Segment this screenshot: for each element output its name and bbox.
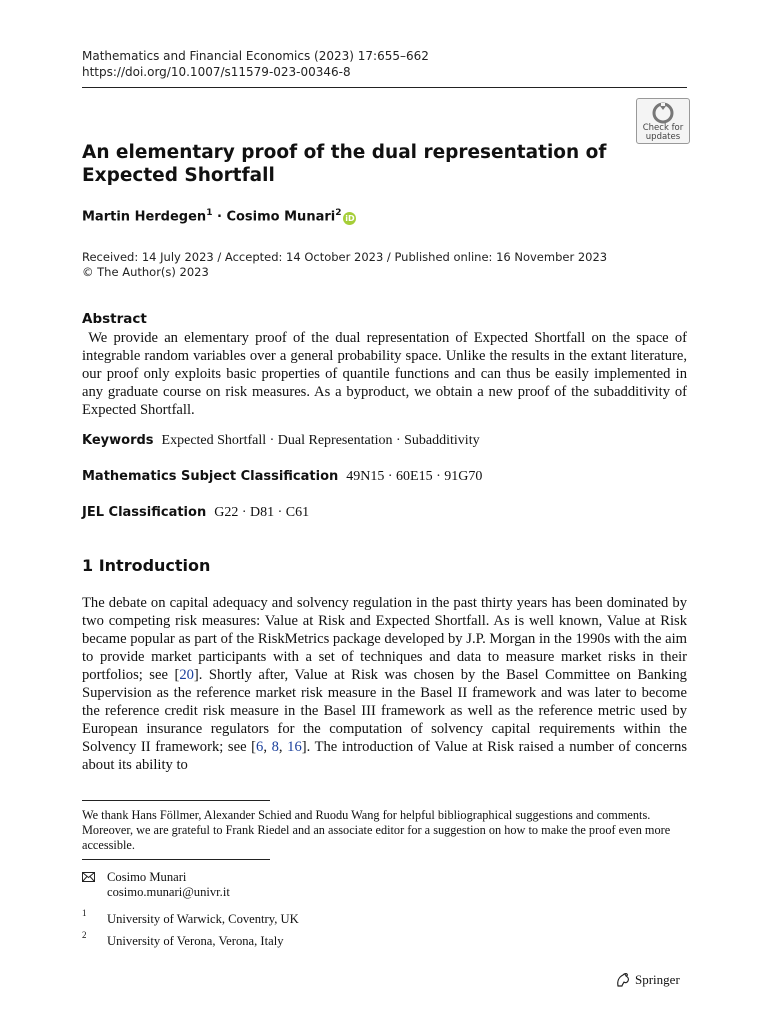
publisher-logo [615,972,680,988]
citation-link[interactable]: 20 [179,667,194,683]
copyright-notice: © The Author(s) 2023 [82,265,209,279]
author-affiliation-mark: 1 [206,208,213,218]
header-rule [82,87,687,88]
check-for-updates-badge[interactable] [636,98,690,144]
keywords-label: Keywords [82,433,154,448]
footnote-rule [82,859,270,860]
journal-citation: Mathematics and Financial Economics (2023) 17:655–662 [82,49,429,63]
contact-name: Cosimo Munari [107,870,187,884]
author-list [82,208,356,225]
orcid-icon[interactable]: iD [345,214,355,224]
abstract-body [82,329,687,419]
author-name[interactable]: Martin Herdegen [82,209,207,225]
affiliation-number: 1 [82,908,87,918]
msc-row [82,469,482,485]
abstract-heading: Abstract [82,311,147,327]
envelope-icon [82,872,95,882]
author-affiliation-mark: 2 [335,208,342,218]
abstract-text: We provide an elementary proof of the dual representation of Expected Shortfall on the space of integrable random variables over a general probability space. Unlike the results in the extant literature, our proof only exploits basic properties of quantile functions and can thus be easily implemented in any graduate course on risk measures. As a byproduct, we obtain a new proof of the subadditivity of Expected Shortfall. [82,330,687,418]
footnote-rule [82,800,270,801]
publisher-name: Springer [635,972,680,987]
msc-value: 49N15 · 60E15 · 91G70 [346,469,483,484]
jel-label: JEL Classification [82,505,207,520]
doi-link[interactable]: https://doi.org/10.1007/s11579-023-00346-8 [82,65,351,79]
affiliation-number: 2 [82,930,87,940]
jel-row [82,505,309,521]
check-for-updates-icon [652,102,674,124]
msc-label: Mathematics Subject Classification [82,469,339,484]
affiliation-text: University of Warwick, Coventry, UK [107,912,299,926]
keywords-value: Expected Shortfall · Dual Representation · Subadditivity [161,433,480,448]
citation-link[interactable]: 6 [256,739,264,755]
publication-dates [82,250,607,280]
springer-horse-icon [615,972,631,988]
keywords-row [82,433,480,449]
author-separator: · [212,209,227,225]
badge-line-1: Check for [642,123,684,133]
intro-text: ]. The introduction of Value at Risk raised a number of concerns about its ability to [82,739,688,773]
intro-text: ]. Shortly after, Value at Risk was chosen by the Basel Committee on Banking Supervision as the reference market risk measure in the Basel II framework and was later to become the reference credit risk measure in the Basel III framework as well as the reference metric used by European insurance regulators for the computation of solvency capital requirements within the Solvency II framework; see [ [82,667,687,755]
author-name[interactable]: Cosimo Munari [226,209,336,225]
badge-line-2: updates [645,132,681,142]
history-dates: Received: 14 July 2023 / Accepted: 14 October 2023 / Published online: 16 November 2023 [82,250,608,264]
citation-link[interactable]: 8 [271,739,279,755]
affiliation-text: University of Verona, Verona, Italy [107,934,284,948]
journal-header [82,48,429,80]
citation-link[interactable]: 16 [287,739,302,755]
intro-paragraph [82,594,687,774]
section-heading: 1 Introduction [82,556,211,575]
contact-email[interactable]: cosimo.munari@univr.it [107,885,230,899]
jel-value: G22 · D81 · C61 [214,505,310,520]
acknowledgement-footnote: We thank Hans Föllmer, Alexander Schied and Ruodu Wang for helpful bibliographical suggestions and comments. Moreover, we are grateful to Frank Riedel and an associate editor for a suggestion on how to make the proof even more accessible. [82,808,671,852]
article-title: An elementary proof of the dual representation of Expected Shortfall [82,142,607,186]
citation-separator: , [263,739,272,755]
intro-text: The debate on capital adequacy and solvency regulation in the past thirty years has been dominated by two competing risk measures: Value at Risk and Expected Shortfall. As is well known, Value at Risk became popular as part of the RiskMetrics package developed by J.P. Morgan in the 1990s with the aim to provide market participants with a set of techniques and data to measure market risks in their portfolios; see [ [82,595,687,683]
citation-separator: , [278,739,288,755]
